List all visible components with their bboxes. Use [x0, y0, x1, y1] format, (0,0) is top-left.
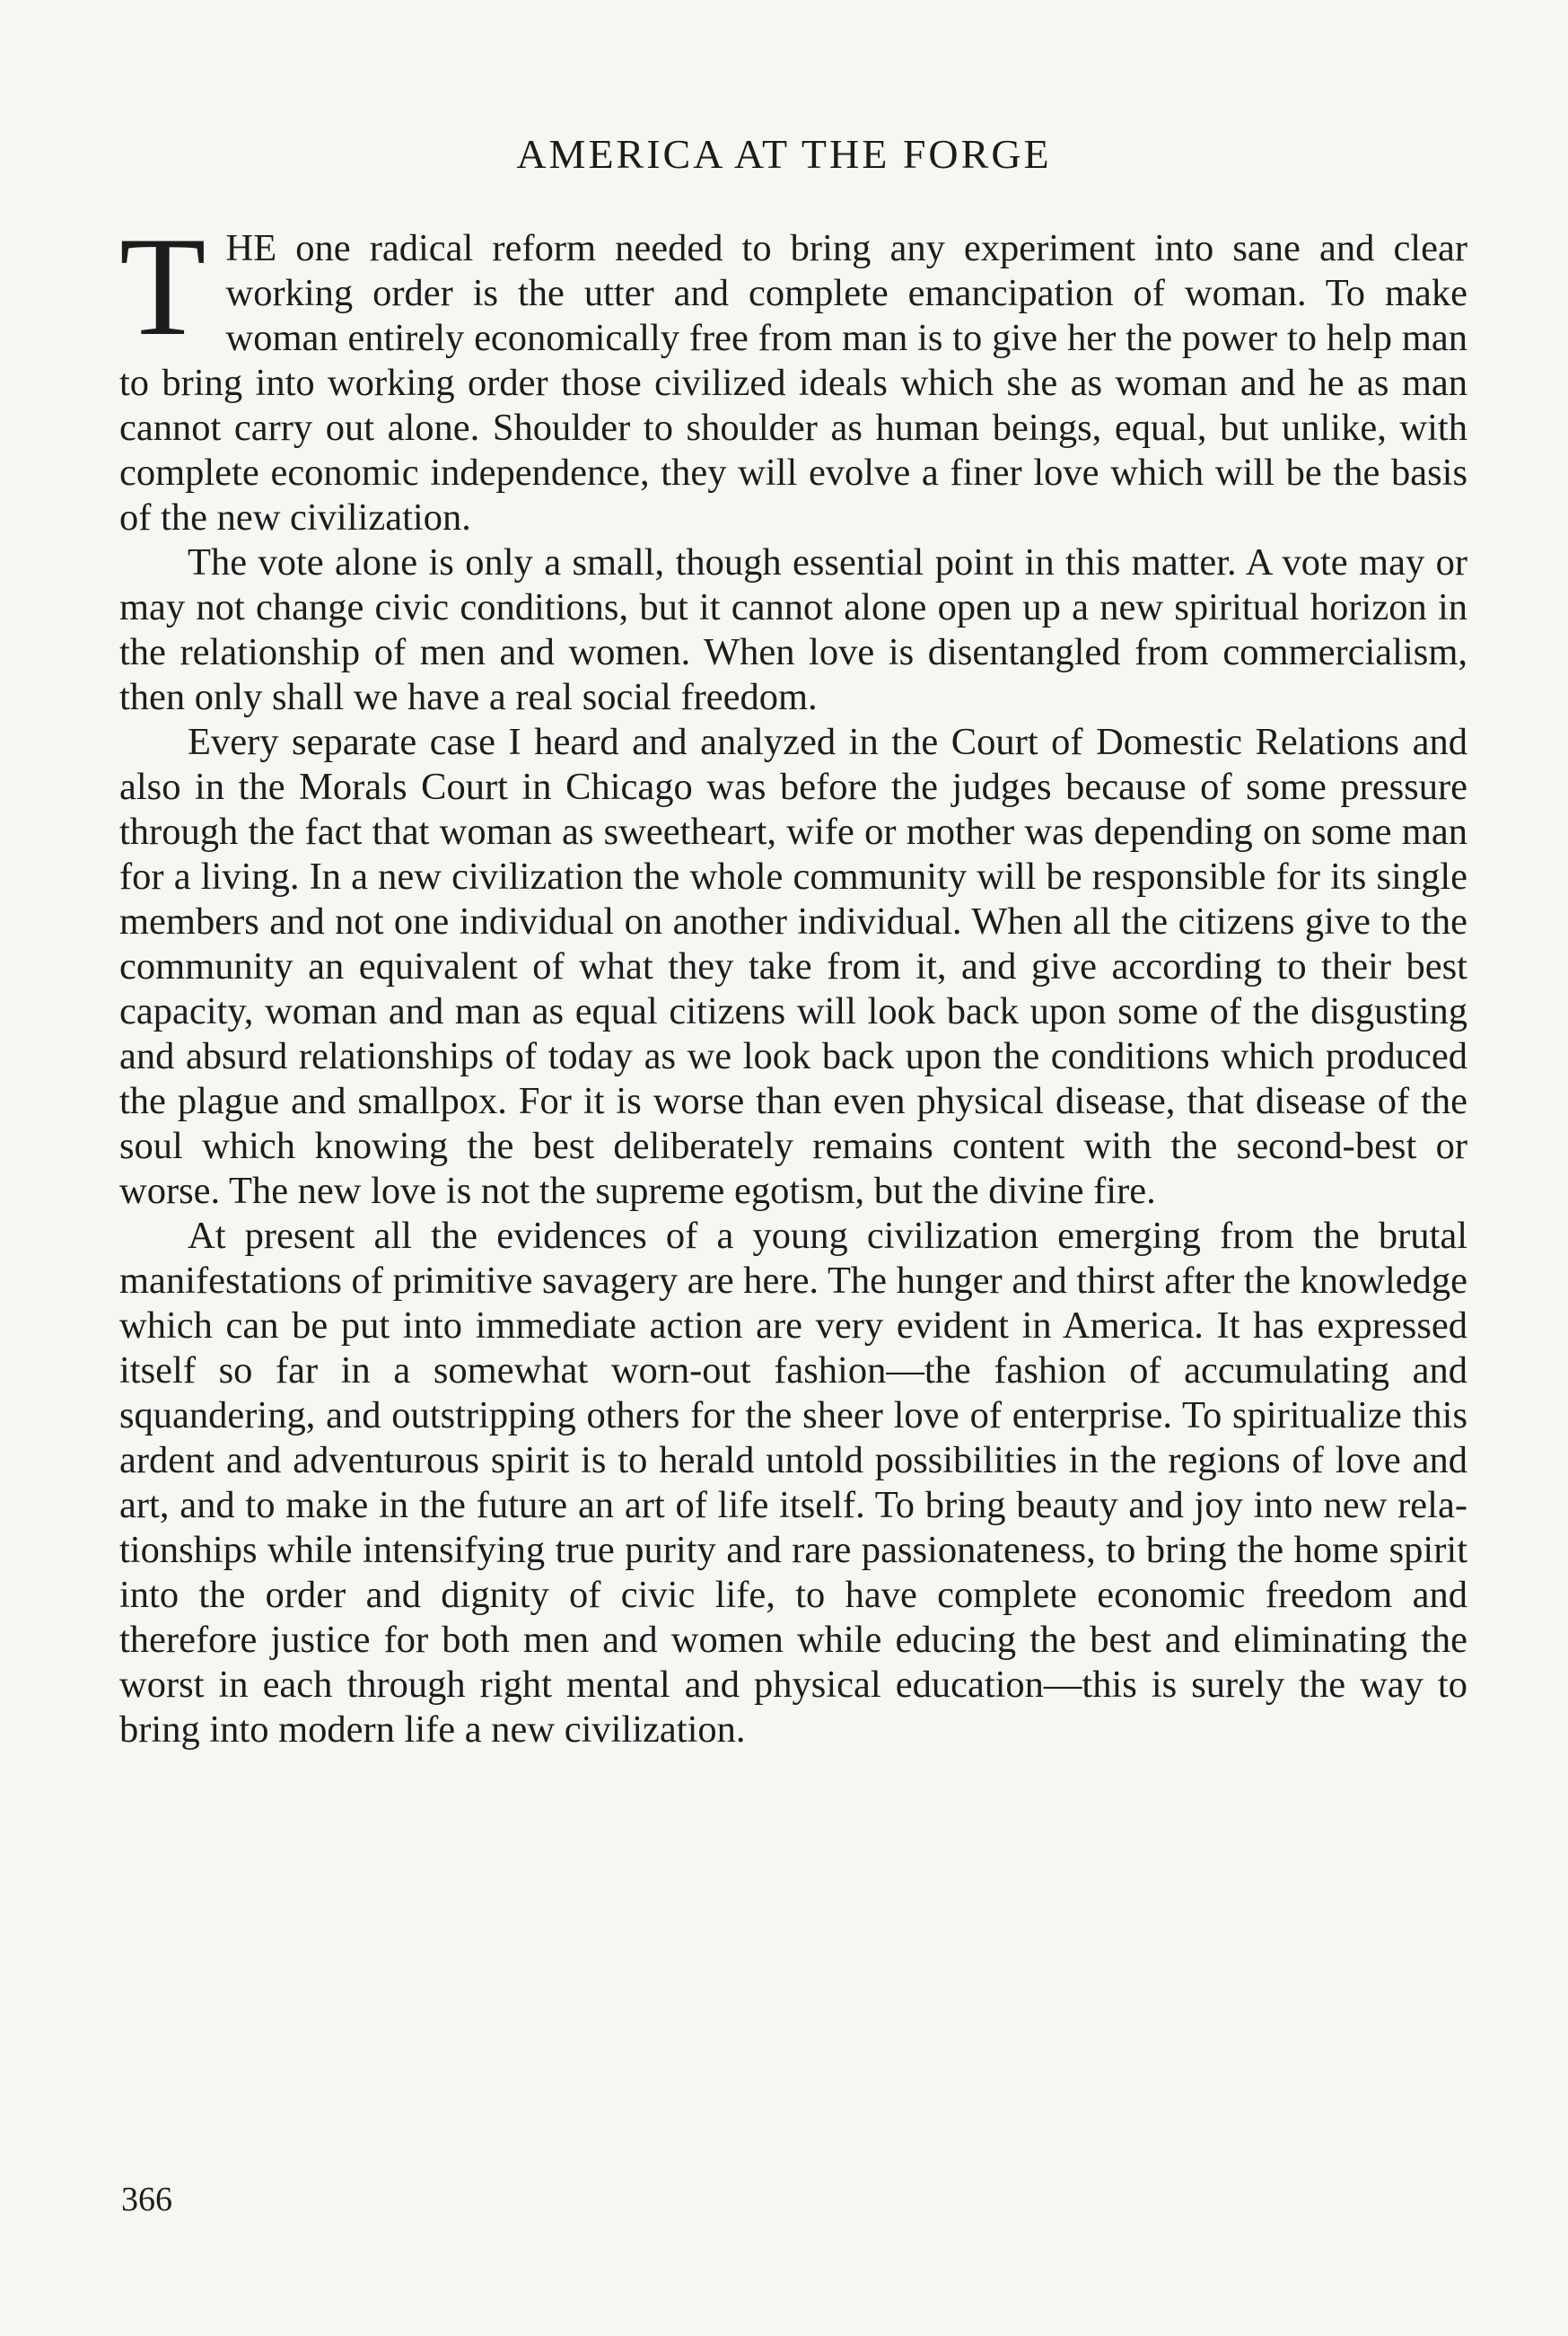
page-title: AMERICA AT THE FORGE [516, 131, 1052, 177]
article-body [119, 208, 1467, 1752]
paragraph-2: The vote alone is only a small, though essential point in this matter. A vote may or may not change civic conditions, but it cannot alone open up a new spiritual horizon in the relationship of men and women. When love is disentangled from commercialism, then only shall we have a real social freedom. [119, 541, 1467, 718]
drop-cap: T [119, 208, 206, 365]
page-number: 366 [121, 2181, 172, 2218]
paragraph-1 [119, 208, 1467, 540]
paragraph-3: Every separate case I heard and analyzed in the Court of Domestic Relations and also in the Morals Court in Chicago was before the judges because of some pressure through the fact that woman as sweetheart, wife or mother was depending on some man for a living. In a new civilization the whole community will be responsible for its single members and not one individual on another individual. When all the citizens give to the community an equivalent of what they take from it, and give according to their best capacity, woman and man as equal citizens will look back upon some of the disgusting and absurd relationships of today as we look back upon the conditions which produced the plague and smallpox. For it is worse than even physical disease, that disease of the soul which knowing the best deliberately remains content with the second-best or worse. The new love is not the supreme egotism, but the divine fire. [119, 721, 1467, 1212]
paragraph-4: At present all the evidences of a young civilization emerging from the brutal manifestations of primitive savagery are here. The hunger and thirst after the knowledge which can be put into immediate action are very evident in America. It has expressed itself so far in a somewhat worn-out fashion—the fashion of accumulating and squandering, and outstripping others for the sheer love of enterprise. To spiritualize this ardent and adventurous spirit is to herald untold possibilities in the regions of love and art, and to make in the future an art of life itself. To bring beauty and joy into new relationships while intensifying true purity and rare passionateness, to bring the home spirit into the order and dignity of civic life, to have complete economic freedom and therefore justice for both men and women while educing the best and eliminating the worst in each through right mental and physical education—this is surely the way to bring into modern life a new civilization. [119, 1215, 1467, 1751]
paragraph-1-text: HE one radical reform needed to bring any experiment into sane and clear working order is the utter and complete emancipation of woman. To make woman entirely economically free from man is to give her the power to help man to bring into working order those civilized ideals which she as woman and he as man cannot carry out alone. Shoulder to shoulder as human beings, equal, but unlike, with complete economic independence, they will evolve a finer love which will be the basis of the new civilization. [119, 227, 1467, 539]
